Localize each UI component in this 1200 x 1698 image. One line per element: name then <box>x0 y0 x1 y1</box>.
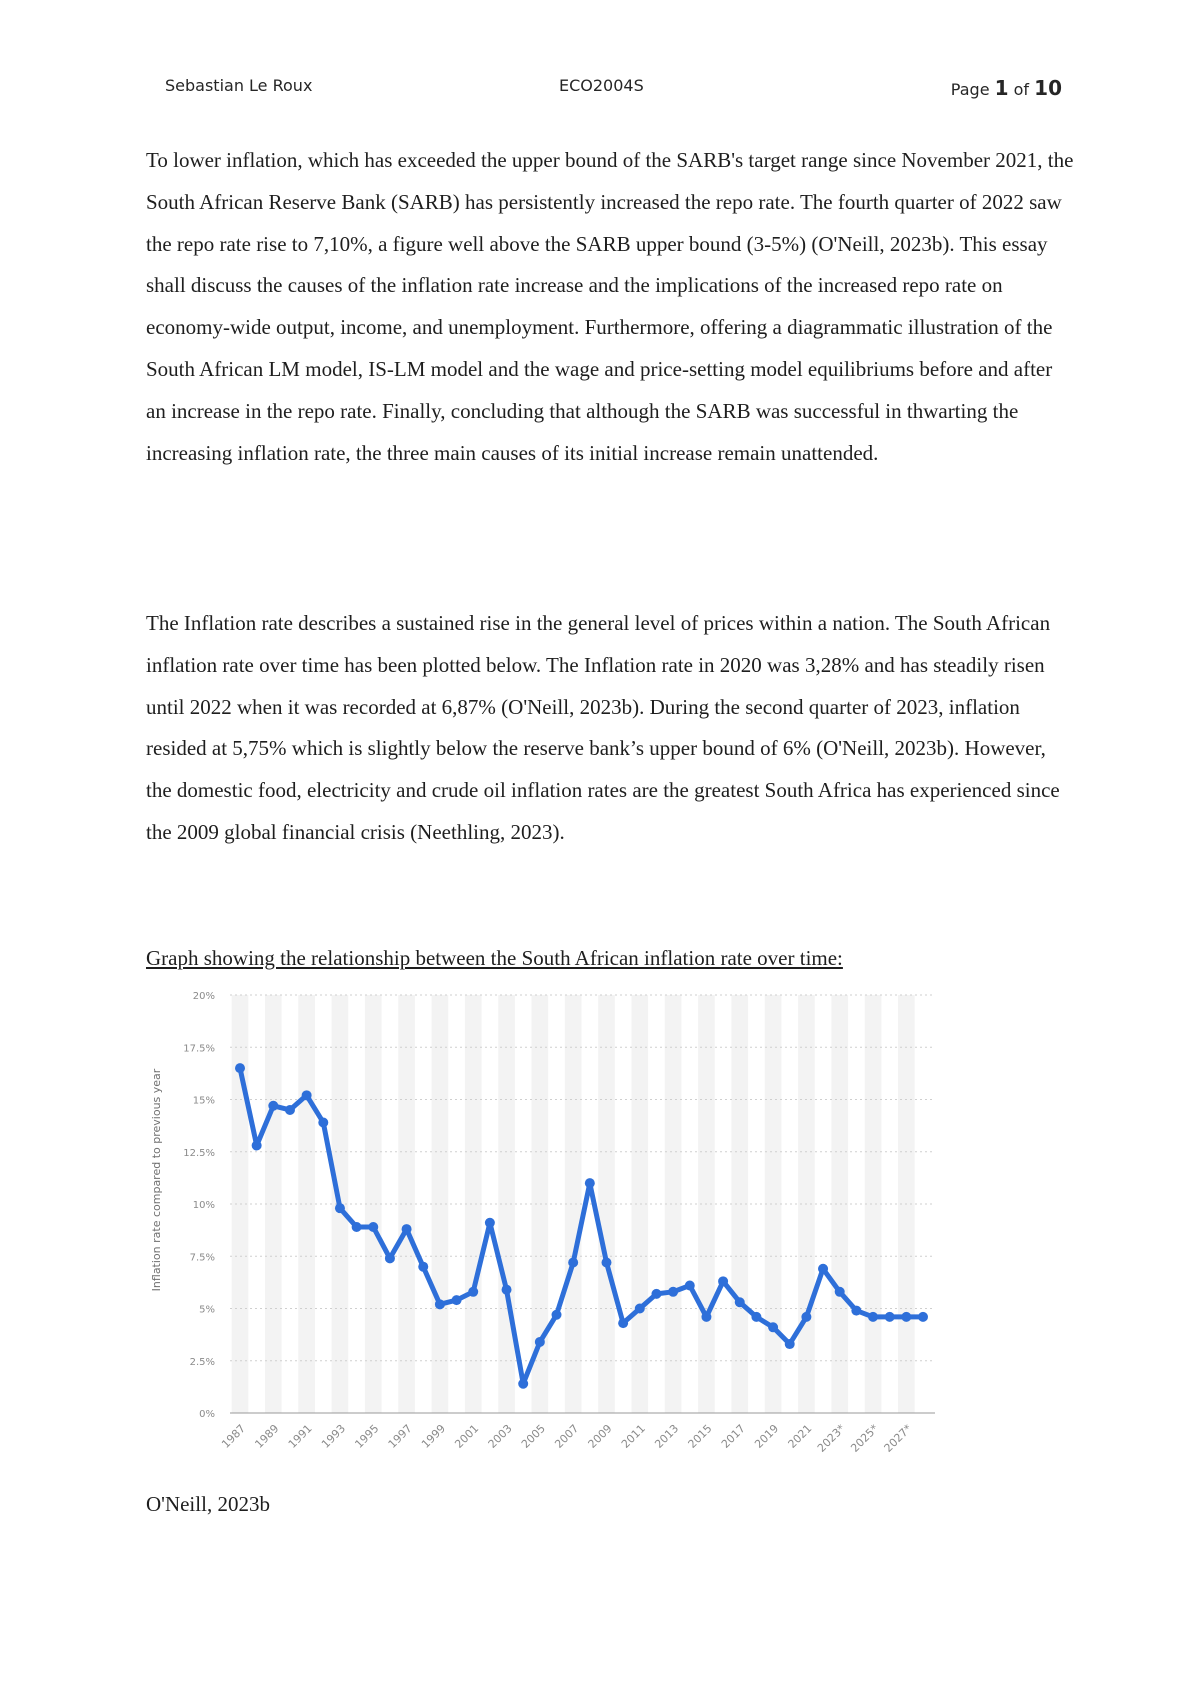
y-tick-label: 20% <box>192 991 215 1002</box>
data-point <box>368 1222 378 1232</box>
data-point <box>235 1063 245 1073</box>
data-point <box>701 1312 711 1322</box>
x-tick-label: 2005 <box>518 1421 548 1451</box>
page-number <box>951 76 1062 100</box>
x-tick-label: 2023* <box>814 1421 848 1455</box>
data-point <box>402 1224 412 1234</box>
x-tick-label: 1989 <box>252 1421 282 1451</box>
y-tick-label: 7.5% <box>189 1252 215 1264</box>
author-name: Sebastian Le Roux <box>165 76 313 95</box>
page-prefix: Page <box>950 80 990 99</box>
data-point <box>835 1287 845 1297</box>
chart-band <box>565 995 582 1413</box>
data-point <box>418 1262 428 1272</box>
x-tick-label: 2015 <box>685 1421 715 1451</box>
x-tick-label: 2001 <box>452 1421 482 1451</box>
data-point <box>268 1101 278 1111</box>
x-tick-label: 2009 <box>585 1421 615 1451</box>
page-total: 10 <box>1034 76 1062 100</box>
x-axis-ticks <box>219 1422 915 1455</box>
data-point <box>685 1281 695 1291</box>
data-point <box>601 1258 611 1268</box>
chart-bands <box>232 995 915 1413</box>
y-tick-label: 10% <box>192 1200 215 1211</box>
data-point <box>585 1178 595 1188</box>
x-tick-label: 1991 <box>285 1421 315 1451</box>
x-tick-label: 2021 <box>785 1421 815 1451</box>
y-axis-label: Inflation rate compared to previous year <box>150 1068 163 1292</box>
x-tick-label: 2027* <box>881 1421 915 1455</box>
chart-band <box>765 995 782 1413</box>
data-point <box>651 1289 661 1299</box>
data-point <box>718 1276 728 1286</box>
inflation-paragraph: The Inflation rate describes a sustained rise in the general level of prices within a nation. The South African inflation rate over time has been plotted below. The Inflation rate in 2020 was 3,28% and has steadily risen until 2022 when it was recorded at 6,87% (O'Neill, 2023b). During the second quarter of 2023, inflation resided at 5,75% which is slightly below the reserve bank’s upper bound of 6% (O'Neill, 2023b). However, the domestic food, electricity and crude oil inflation rates are the greatest South Africa has experienced since the 2009 global financial crisis (Neethling, 2023). <box>146 611 1060 844</box>
page-of: of <box>1013 80 1030 99</box>
data-point <box>335 1203 345 1213</box>
y-tick-label: 2.5% <box>189 1356 215 1368</box>
y-tick-label: 0% <box>199 1409 215 1420</box>
data-point <box>535 1337 545 1347</box>
data-point <box>618 1318 628 1328</box>
y-tick-label: 5% <box>199 1304 215 1316</box>
chart-band <box>865 995 882 1413</box>
course-code: ECO2004S <box>559 76 644 95</box>
y-axis-ticks <box>183 991 215 1420</box>
data-point <box>635 1304 645 1314</box>
page-current: 1 <box>994 76 1009 100</box>
data-point <box>352 1222 362 1232</box>
data-point <box>751 1312 761 1322</box>
data-point <box>435 1299 445 1309</box>
data-point <box>918 1312 928 1322</box>
data-point <box>885 1312 895 1322</box>
data-point <box>485 1218 495 1228</box>
x-tick-label: 2025* <box>848 1421 882 1455</box>
data-point <box>452 1295 462 1305</box>
data-point <box>468 1287 478 1297</box>
data-point <box>568 1258 578 1268</box>
x-tick-label: 2007 <box>552 1421 582 1451</box>
x-tick-label: 1997 <box>385 1421 415 1451</box>
x-tick-label: 2013 <box>652 1421 682 1451</box>
data-point <box>285 1105 295 1115</box>
y-tick-label: 17.5% <box>183 1043 215 1055</box>
data-point <box>818 1264 828 1274</box>
data-point <box>518 1379 528 1389</box>
graph-caption: Graph showing the relationship between the South African inflation rate over time: <box>146 946 843 970</box>
x-tick-label: 2019 <box>752 1421 782 1451</box>
data-point <box>901 1312 911 1322</box>
data-point <box>785 1339 795 1349</box>
data-point <box>768 1322 778 1332</box>
chart-band <box>265 995 282 1413</box>
intro-paragraph: To lower inflation, which has exceeded the upper bound of the SARB's target range since November 2021, the South African Reserve Bank (SARB) has persistently increased the repo rate. The fourth quarter of 2022 saw the repo rate rise to 7,10%, a figure well above the SARB upper bound (3-5%) (O'Neill, 2023b). This essay shall discuss the causes of the inflation rate increase and the implications of the increased repo rate on economy-wide output, income, and unemployment. Furthermore, offering a diagrammatic illustration of the South African LM model, IS-LM model and the wage and price-setting model equilibriums before and after an increase in the repo rate. Finally, concluding that although the SARB was successful in thwarting the increasing inflation rate, the three main causes of its initial increase remain unattended. <box>146 148 1074 465</box>
x-tick-label: 1987 <box>219 1421 249 1451</box>
source-citation: O'Neill, 2023b <box>146 1492 270 1516</box>
data-point <box>868 1312 878 1322</box>
data-point <box>801 1312 811 1322</box>
y-tick-label: 15% <box>192 1095 215 1107</box>
data-point <box>668 1287 678 1297</box>
data-point <box>735 1297 745 1307</box>
data-point <box>318 1117 328 1127</box>
page-header <box>165 76 1062 104</box>
data-point <box>385 1253 395 1263</box>
y-tick-label: 12.5% <box>183 1147 215 1159</box>
data-point <box>851 1306 861 1316</box>
data-point <box>252 1140 262 1150</box>
chart-band <box>365 995 382 1413</box>
data-point <box>302 1090 312 1100</box>
x-tick-label: 2017 <box>718 1421 748 1451</box>
x-tick-label: 1999 <box>419 1421 449 1451</box>
data-point <box>502 1285 512 1295</box>
chart-band <box>665 995 682 1413</box>
chart-band <box>465 995 482 1413</box>
x-tick-label: 1993 <box>319 1421 349 1451</box>
x-tick-label: 2003 <box>485 1421 515 1451</box>
x-tick-label: 2011 <box>618 1421 648 1451</box>
data-point <box>552 1310 562 1320</box>
x-tick-label: 1995 <box>352 1421 382 1451</box>
inflation-line-chart <box>140 980 940 1470</box>
